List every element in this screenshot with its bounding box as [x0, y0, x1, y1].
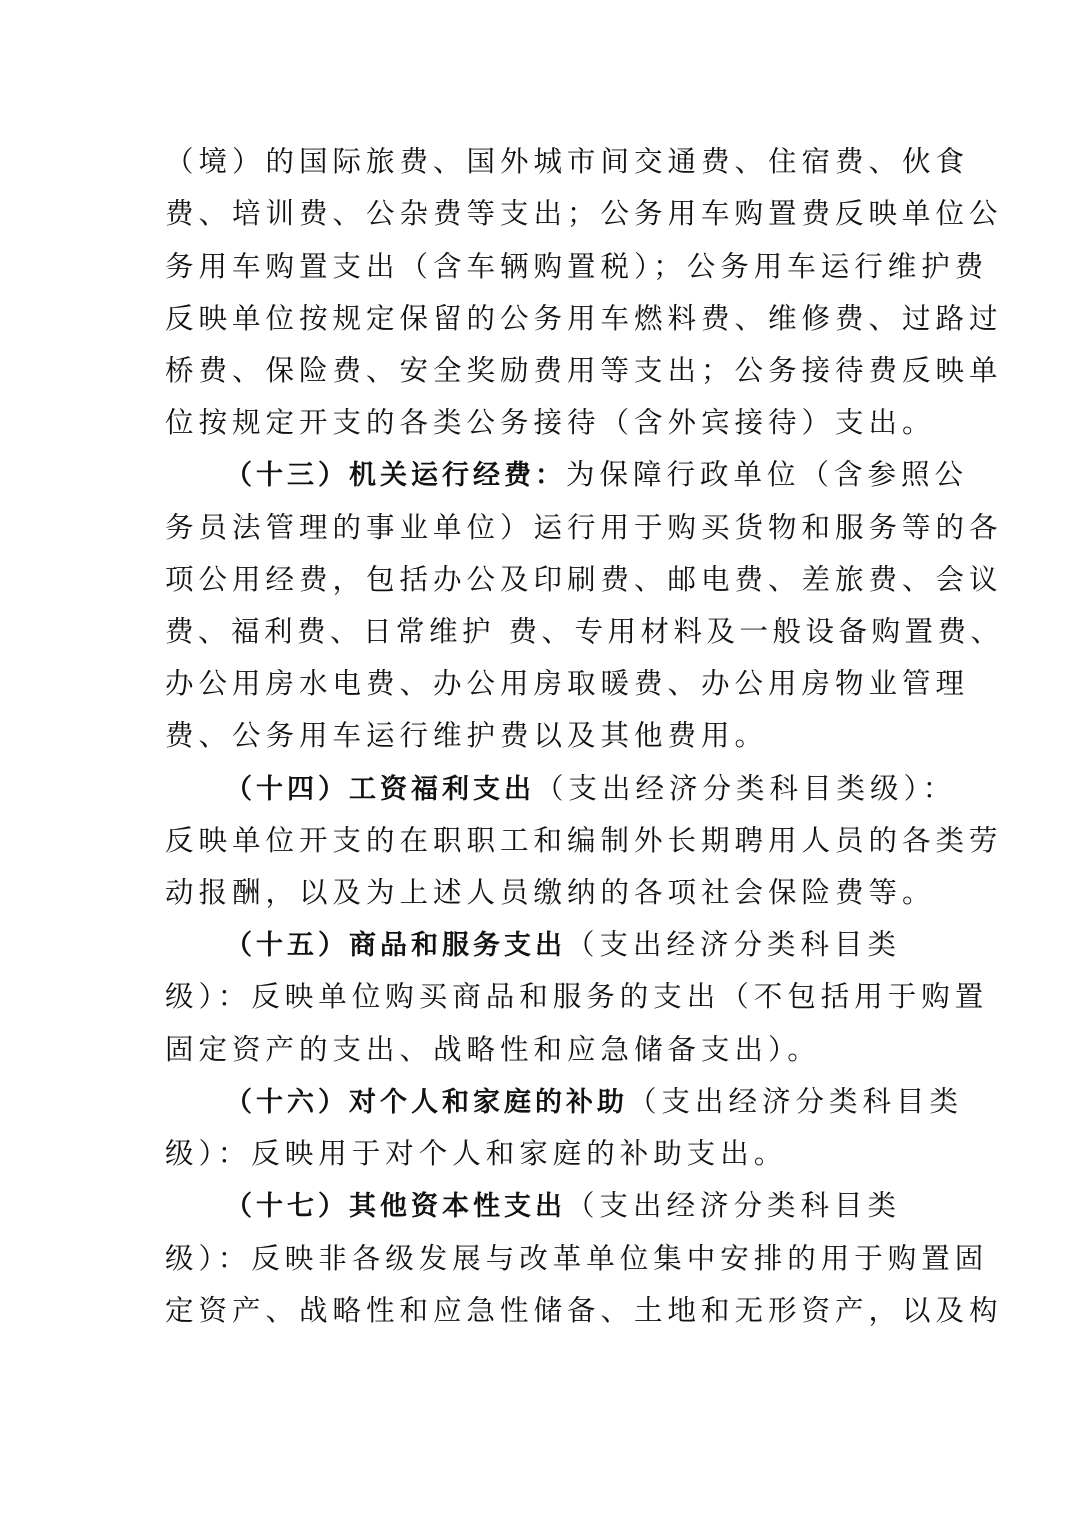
text-line: 务用车购置支出（含车辆购置税）；公务用车运行维护费 [165, 250, 989, 283]
section-13-title: （十三）机关运行经费： [225, 460, 566, 491]
section-13-heading-line: （十三）机关运行经费：为保障行政单位（含参照公 [225, 458, 969, 491]
text-line: 固定资产的支出、战略性和应急储备支出）。 [165, 1033, 821, 1066]
text-line: 费、培训费、公杂费等支出；公务用车购置费反映单位公 [165, 197, 1003, 230]
text-line: 位按规定开支的各类公务接待（含外宾接待）支出。 [165, 406, 936, 439]
text-line: 办公用房水电费、办公用房取暖费、办公用房物业管理 [165, 667, 970, 700]
text-line: 桥费、保险费、安全奖励费用等支出；公务接待费反映单 [165, 354, 1003, 387]
section-17-title: （十七）其他资本性支出 [225, 1191, 566, 1222]
text-line: 反映单位开支的在职职工和编制外长期聘用人员的各类劳 [165, 824, 1003, 857]
text-line: 反映单位按规定保留的公务用车燃料费、维修费、过路过 [165, 302, 1003, 335]
text-line: 费、福利费、日常维护 费、专用材料及一般设备购置费、 [165, 615, 1004, 648]
text-line: 级）：反映单位购买商品和服务的支出（不包括用于购置 [165, 980, 989, 1013]
text-line: 级）：反映非各级发展与改革单位集中安排的用于购置固 [165, 1242, 989, 1275]
text-line: （境）的国际旅费、国外城市间交通费、住宿费、伙食 [165, 145, 970, 178]
section-16-title: （十六）对个人和家庭的补助 [225, 1087, 628, 1118]
text-line: 项公用经费，包括办公及印刷费、邮电费、差旅费、会议 [165, 563, 1003, 596]
section-15-heading-line: （十五）商品和服务支出（支出经济分类科目类 [225, 928, 902, 961]
text-line: 级）：反映用于对个人和家庭的补助支出。 [165, 1137, 788, 1170]
text-line: 务员法管理的事业单位）运行用于购买货物和服务等的各 [165, 511, 1003, 544]
text-line: 动报酬，以及为上述人员缴纳的各项社会保险费等。 [165, 876, 936, 909]
section-17-heading-line: （十七）其他资本性支出（支出经济分类科目类 [225, 1189, 902, 1222]
section-15-title: （十五）商品和服务支出 [225, 930, 566, 961]
section-16-heading-line: （十六）对个人和家庭的补助（支出经济分类科目类 [225, 1085, 964, 1118]
section-14-title: （十四）工资福利支出 [225, 774, 535, 805]
text-line: 费、公务用车运行维护费以及其他费用。 [165, 719, 769, 752]
text-line: 定资产、战略性和应急性储备、土地和无形资产，以及构 [165, 1294, 1003, 1327]
section-14-heading-line: （十四）工资福利支出（支出经济分类科目类级）： [225, 772, 957, 805]
